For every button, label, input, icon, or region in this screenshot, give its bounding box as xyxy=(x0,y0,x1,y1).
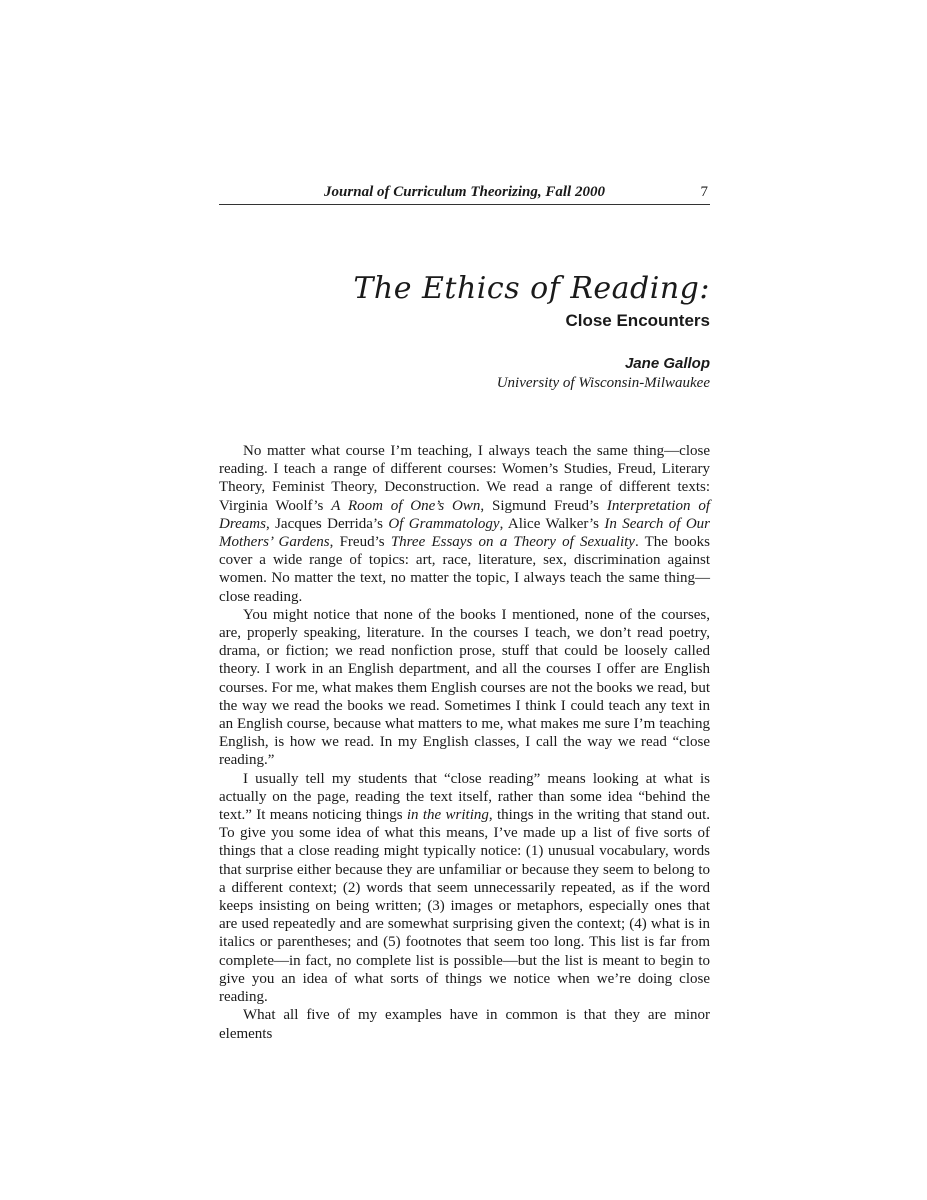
body-paragraph xyxy=(219,442,710,606)
paragraph-text: I usually tell my students that “close reading” means looking at what is actually on the page, reading the text itself, rather than some idea “behind the text.” It means noticing things xyxy=(219,770,710,824)
paragraph-text: , Alice Walker’s xyxy=(499,515,605,532)
italic-text: Interpretation of Dreams xyxy=(219,497,710,532)
article-body xyxy=(219,442,710,1043)
italic-text: In Search of Our Mothers’ Gardens xyxy=(219,515,710,551)
italic-text: in the writing xyxy=(406,807,489,824)
article-page xyxy=(219,0,710,1200)
paragraph-text: What all five of my examples have in common is that they are minor elements xyxy=(219,1007,710,1042)
body-paragraph xyxy=(219,770,710,1007)
page-number: 7 xyxy=(700,184,708,200)
italic-text: A Room of One’s Own xyxy=(331,497,481,514)
italic-text: Three Essays on a Theory of Sexuality xyxy=(390,534,635,551)
paragraph-text: , Sigmund Freud’s xyxy=(480,497,607,514)
paragraph-text: , things in the writing that stand out. To give you some idea of what this means, I’ve made up a list of five sorts of things that a close reading might typically notice: (1) unusual vocabulary, words that surprise either because they are unfamiliar or because they seem to belong to a different context; (2) words that seem unnecessarily repeated, as if the word keeps insisting on being written; (3) images or metaphors, especially ones that are used repeatedly and are somewhat surprising given the context; (4) what is in italics or parentheses; and (5) footnotes that seem too long. This list is far from complete—in fact, no complete list is possible—but the list is meant to begin to give you an idea of what sorts of things we notice when we’re doing close reading. xyxy=(219,807,710,1006)
body-paragraph xyxy=(219,1006,710,1042)
body-paragraph xyxy=(219,606,710,770)
article-subtitle: Close Encounters xyxy=(565,311,710,330)
paragraph-text: . The books cover a wide range of topics: art, race, literature, sex, discrimination against women. No matter the text, no matter the topic, I always teach the same thing—close reading. xyxy=(219,534,710,605)
paragraph-text: You might notice that none of the books I mentioned, none of the courses, are, properly speaking, literature. In the courses I teach, we don’t read poetry, drama, or fiction; we read nonfiction prose, stuff that could be loosely called theory. I work in an English department, and all the courses I offer are English courses. For me, what makes them English courses are not the books we read, but the way we read the books we read. Sometimes I think I could teach any text in an English course, because what matters to me, what makes me sure I’m teaching English, is how we read. In my English classes, I call the way we read “close reading.” xyxy=(219,606,710,769)
author-name: Jane Gallop xyxy=(624,355,710,372)
author-affiliation: University of Wisconsin-Milwaukee xyxy=(496,375,710,391)
italic-text: Of Grammatology xyxy=(388,515,500,532)
journal-title: Journal of Curriculum Theorizing, Fall 2000 xyxy=(324,184,605,200)
paragraph-text: , Freud’s xyxy=(329,534,391,551)
running-head xyxy=(219,182,710,205)
article-title: The Ethics of Reading: xyxy=(353,271,710,306)
paragraph-text: No matter what course I’m teaching, I always teach the same thing—close reading. I teach a range of different courses: Women’s Studies, Freud, Literary Theory, Feminist Theory, Deconstruction. We read a range of different texts: Virginia Woolf’s xyxy=(219,443,710,514)
paragraph-text: , Jacques Derrida’s xyxy=(265,515,389,532)
